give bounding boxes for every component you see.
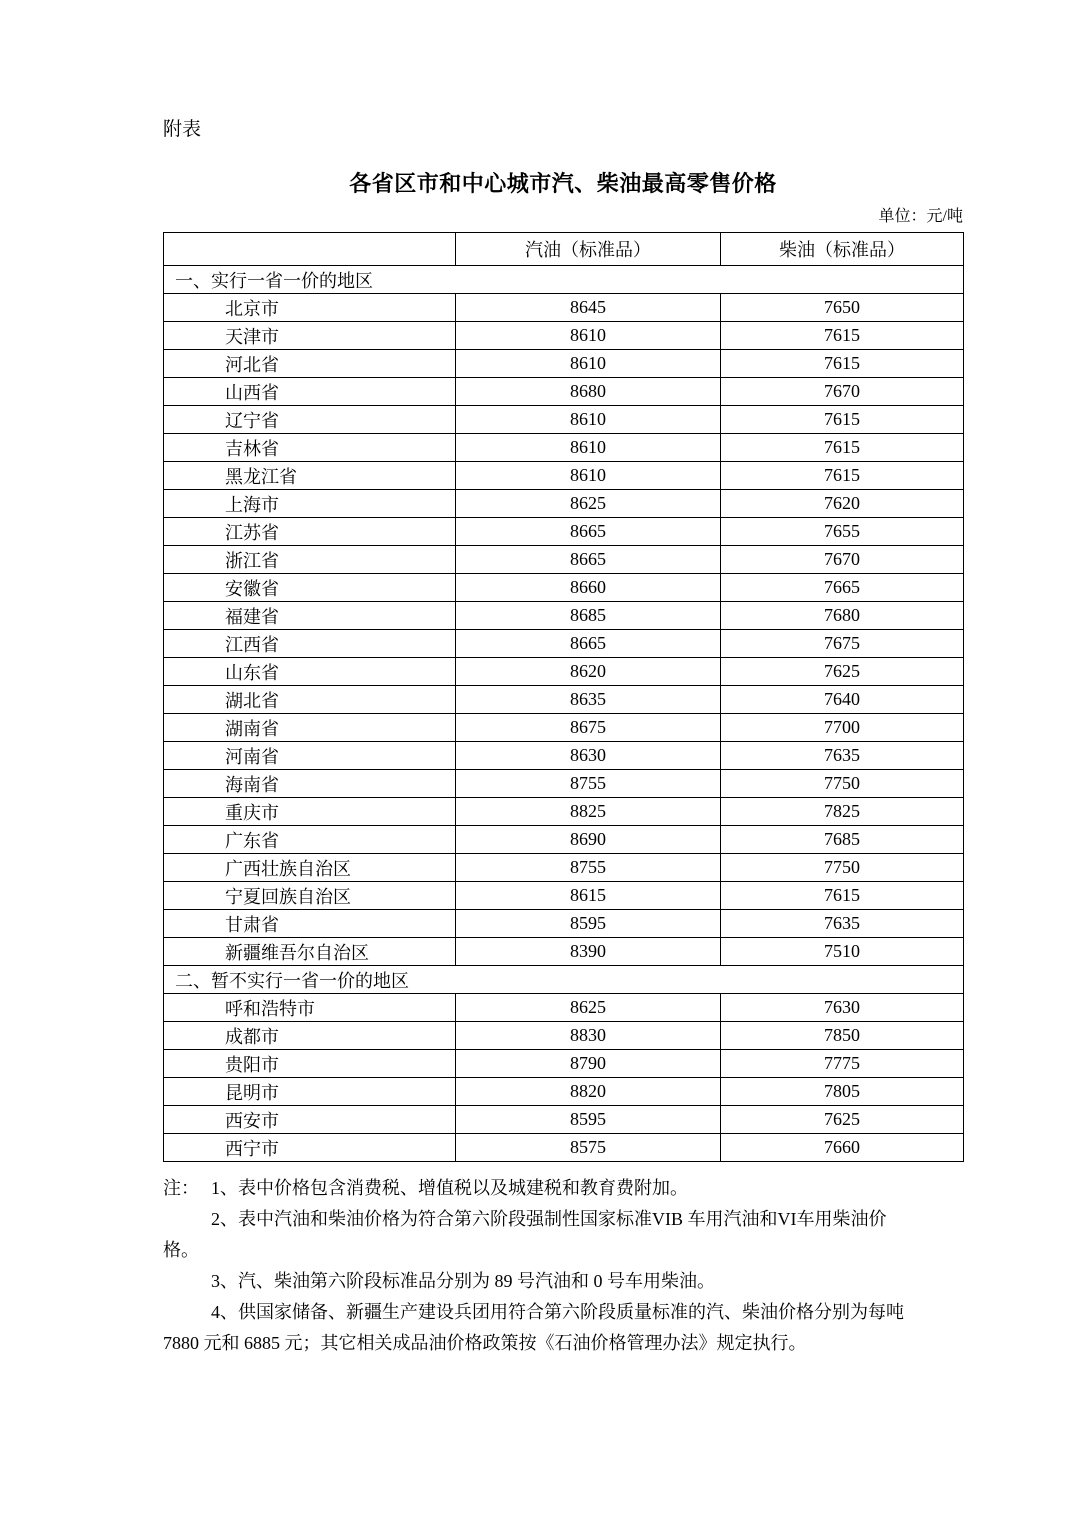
diesel-price-cell: 7615 bbox=[721, 434, 964, 462]
table-row bbox=[164, 910, 964, 938]
gasoline-price-cell: 8675 bbox=[456, 714, 721, 742]
notes bbox=[163, 1173, 963, 1359]
diesel-price-cell: 7655 bbox=[721, 518, 964, 546]
notes-prefix: 注： bbox=[163, 1178, 199, 1198]
region-cell: 西安市 bbox=[164, 1106, 456, 1134]
gasoline-price-cell: 8665 bbox=[456, 546, 721, 574]
table-row bbox=[164, 826, 964, 854]
table-row bbox=[164, 630, 964, 658]
diesel-price-cell: 7640 bbox=[721, 686, 964, 714]
gasoline-price-cell: 8645 bbox=[456, 294, 721, 322]
diesel-price-cell: 7670 bbox=[721, 378, 964, 406]
region-cell: 北京市 bbox=[164, 294, 456, 322]
gasoline-price-cell: 8610 bbox=[456, 434, 721, 462]
table-row bbox=[164, 350, 964, 378]
region-cell: 浙江省 bbox=[164, 546, 456, 574]
region-cell: 山西省 bbox=[164, 378, 456, 406]
diesel-price-cell: 7615 bbox=[721, 350, 964, 378]
gasoline-price-cell: 8790 bbox=[456, 1050, 721, 1078]
region-cell: 辽宁省 bbox=[164, 406, 456, 434]
table-row bbox=[164, 1106, 964, 1134]
diesel-price-cell: 7670 bbox=[721, 546, 964, 574]
region-cell: 黑龙江省 bbox=[164, 462, 456, 490]
region-cell: 上海市 bbox=[164, 490, 456, 518]
page-title: 各省区市和中心城市汽、柴油最高零售价格 bbox=[349, 171, 777, 196]
appendix-label: 附表 bbox=[163, 119, 202, 140]
section-label: 一、实行一省一价的地区 bbox=[164, 266, 964, 294]
gasoline-price-cell: 8390 bbox=[456, 938, 721, 966]
region-cell: 海南省 bbox=[164, 770, 456, 798]
col-header-gasoline: 汽油（标准品） bbox=[456, 233, 721, 266]
gasoline-price-cell: 8820 bbox=[456, 1078, 721, 1106]
table-row bbox=[164, 406, 964, 434]
note-4: 4、供国家储备、新疆生产建设兵团用符合第六阶段质量标准的汽、柴油价格分别为每吨 bbox=[211, 1302, 904, 1322]
table-row bbox=[164, 546, 964, 574]
region-cell: 重庆市 bbox=[164, 798, 456, 826]
diesel-price-cell: 7805 bbox=[721, 1078, 964, 1106]
gasoline-price-cell: 8610 bbox=[456, 462, 721, 490]
table-row bbox=[164, 294, 964, 322]
gasoline-price-cell: 8690 bbox=[456, 826, 721, 854]
table-row bbox=[164, 882, 964, 910]
gasoline-price-cell: 8665 bbox=[456, 518, 721, 546]
section-row-2 bbox=[164, 966, 964, 994]
table-row bbox=[164, 490, 964, 518]
diesel-price-cell: 7650 bbox=[721, 294, 964, 322]
diesel-price-cell: 7635 bbox=[721, 910, 964, 938]
table-row bbox=[164, 742, 964, 770]
gasoline-price-cell: 8575 bbox=[456, 1134, 721, 1162]
diesel-price-cell: 7850 bbox=[721, 1022, 964, 1050]
table-row bbox=[164, 518, 964, 546]
table-row bbox=[164, 462, 964, 490]
gasoline-price-cell: 8625 bbox=[456, 994, 721, 1022]
table-row bbox=[164, 434, 964, 462]
note-2-continuation: 格。 bbox=[163, 1240, 199, 1260]
gasoline-price-cell: 8625 bbox=[456, 490, 721, 518]
diesel-price-cell: 7615 bbox=[721, 322, 964, 350]
table-row bbox=[164, 714, 964, 742]
diesel-price-cell: 7750 bbox=[721, 854, 964, 882]
gasoline-price-cell: 8665 bbox=[456, 630, 721, 658]
gasoline-price-cell: 8635 bbox=[456, 686, 721, 714]
document-content bbox=[163, 117, 963, 1359]
table-row bbox=[164, 798, 964, 826]
table-row bbox=[164, 1078, 964, 1106]
region-cell: 贵阳市 bbox=[164, 1050, 456, 1078]
note-2: 2、表中汽油和柴油价格为符合第六阶段强制性国家标准VIB 车用汽油和VI车用柴油价 bbox=[211, 1209, 887, 1229]
gasoline-price-cell: 8755 bbox=[456, 854, 721, 882]
region-cell: 福建省 bbox=[164, 602, 456, 630]
col-header-region bbox=[164, 233, 456, 266]
section-label: 二、暂不实行一省一价的地区 bbox=[164, 966, 964, 994]
region-cell: 山东省 bbox=[164, 658, 456, 686]
col-header-diesel: 柴油（标准品） bbox=[721, 233, 964, 266]
region-cell: 宁夏回族自治区 bbox=[164, 882, 456, 910]
gasoline-price-cell: 8660 bbox=[456, 574, 721, 602]
region-cell: 甘肃省 bbox=[164, 910, 456, 938]
region-cell: 湖南省 bbox=[164, 714, 456, 742]
note-1-text: 1、表中价格包含消费税、增值税以及城建税和教育费附加。 bbox=[211, 1178, 688, 1198]
diesel-price-cell: 7660 bbox=[721, 1134, 964, 1162]
diesel-price-cell: 7630 bbox=[721, 994, 964, 1022]
region-cell: 江苏省 bbox=[164, 518, 456, 546]
region-cell: 成都市 bbox=[164, 1022, 456, 1050]
table-row bbox=[164, 854, 964, 882]
table-row bbox=[164, 1050, 964, 1078]
gasoline-price-cell: 8610 bbox=[456, 322, 721, 350]
diesel-price-cell: 7510 bbox=[721, 938, 964, 966]
note-4-continuation: 7880 元和 6885 元；其它相关成品油价格政策按《石油价格管理办法》规定执行。 bbox=[163, 1333, 807, 1353]
region-cell: 河北省 bbox=[164, 350, 456, 378]
gasoline-price-cell: 8610 bbox=[456, 406, 721, 434]
table-row bbox=[164, 574, 964, 602]
table-row bbox=[164, 770, 964, 798]
diesel-price-cell: 7635 bbox=[721, 742, 964, 770]
region-cell: 江西省 bbox=[164, 630, 456, 658]
table-row bbox=[164, 322, 964, 350]
table-row bbox=[164, 1134, 964, 1162]
table-row bbox=[164, 658, 964, 686]
diesel-price-cell: 7615 bbox=[721, 406, 964, 434]
gasoline-price-cell: 8685 bbox=[456, 602, 721, 630]
region-cell: 天津市 bbox=[164, 322, 456, 350]
gasoline-price-cell: 8595 bbox=[456, 910, 721, 938]
gasoline-price-cell: 8680 bbox=[456, 378, 721, 406]
region-cell: 湖北省 bbox=[164, 686, 456, 714]
region-cell: 西宁市 bbox=[164, 1134, 456, 1162]
region-cell: 河南省 bbox=[164, 742, 456, 770]
diesel-price-cell: 7615 bbox=[721, 882, 964, 910]
diesel-price-cell: 7625 bbox=[721, 658, 964, 686]
table-row bbox=[164, 686, 964, 714]
region-cell: 广东省 bbox=[164, 826, 456, 854]
note-3: 3、汽、柴油第六阶段标准品分别为 89 号汽油和 0 号车用柴油。 bbox=[211, 1271, 715, 1291]
gasoline-price-cell: 8630 bbox=[456, 742, 721, 770]
table-row bbox=[164, 994, 964, 1022]
gasoline-price-cell: 8830 bbox=[456, 1022, 721, 1050]
region-cell: 安徽省 bbox=[164, 574, 456, 602]
diesel-price-cell: 7750 bbox=[721, 770, 964, 798]
region-cell: 呼和浩特市 bbox=[164, 994, 456, 1022]
diesel-price-cell: 7680 bbox=[721, 602, 964, 630]
table-header-row bbox=[164, 233, 964, 266]
gasoline-price-cell: 8615 bbox=[456, 882, 721, 910]
diesel-price-cell: 7620 bbox=[721, 490, 964, 518]
region-cell: 广西壮族自治区 bbox=[164, 854, 456, 882]
table-row bbox=[164, 938, 964, 966]
diesel-price-cell: 7675 bbox=[721, 630, 964, 658]
gasoline-price-cell: 8825 bbox=[456, 798, 721, 826]
diesel-price-cell: 7615 bbox=[721, 462, 964, 490]
price-table bbox=[163, 232, 964, 1162]
region-cell: 吉林省 bbox=[164, 434, 456, 462]
table-row bbox=[164, 602, 964, 630]
unit-label: 单位：元/吨 bbox=[878, 208, 963, 225]
diesel-price-cell: 7665 bbox=[721, 574, 964, 602]
diesel-price-cell: 7700 bbox=[721, 714, 964, 742]
diesel-price-cell: 7625 bbox=[721, 1106, 964, 1134]
region-cell: 昆明市 bbox=[164, 1078, 456, 1106]
table-row bbox=[164, 1022, 964, 1050]
region-cell: 新疆维吾尔自治区 bbox=[164, 938, 456, 966]
diesel-price-cell: 7685 bbox=[721, 826, 964, 854]
diesel-price-cell: 7775 bbox=[721, 1050, 964, 1078]
table-row bbox=[164, 378, 964, 406]
gasoline-price-cell: 8620 bbox=[456, 658, 721, 686]
gasoline-price-cell: 8595 bbox=[456, 1106, 721, 1134]
gasoline-price-cell: 8755 bbox=[456, 770, 721, 798]
diesel-price-cell: 7825 bbox=[721, 798, 964, 826]
note-1 bbox=[163, 1173, 963, 1204]
section-row-1 bbox=[164, 266, 964, 294]
gasoline-price-cell: 8610 bbox=[456, 350, 721, 378]
